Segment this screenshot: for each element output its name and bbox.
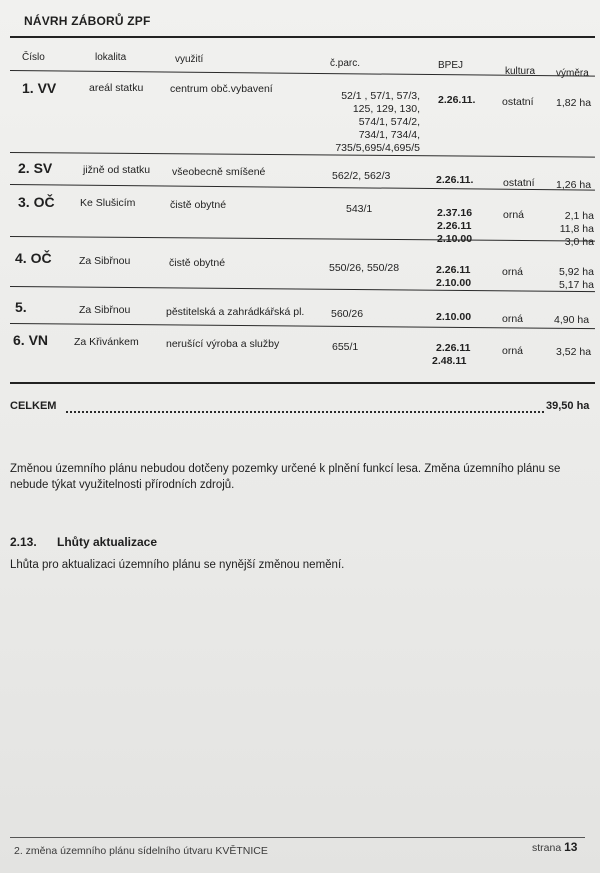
row-4-parc: 550/26, 550/28 bbox=[329, 262, 400, 274]
row-6-lokalita: Za Křivánkem bbox=[74, 336, 139, 348]
row-5-vyuziti: pěstitelská a zahrádkářská pl. bbox=[166, 306, 305, 318]
row-4-vyuziti: čistě obytné bbox=[169, 257, 226, 269]
row-5-kultura: orná bbox=[502, 313, 524, 325]
footer-document-name: 2. změna územního plánu sídelního útvaru KVĚTNICE bbox=[14, 845, 268, 857]
row-2-vyuziti: všeobecně smíšené bbox=[172, 166, 266, 178]
row-2-lokalita: jižně od statku bbox=[83, 164, 151, 176]
row-1-lokalita: areál statku bbox=[89, 82, 144, 94]
section-text: Lhůta pro aktualizaci územního plánu se nynější změnou nemění. bbox=[10, 559, 345, 571]
vymera-line: 2,1 ha bbox=[564, 210, 594, 222]
row-2-vymera: 1,26 ha bbox=[556, 179, 592, 191]
table-title: NÁVRH ZÁBORŮ ZPF bbox=[24, 14, 151, 28]
parc-line: 574/1, 574/2, bbox=[358, 116, 420, 128]
total-label: CELKEM bbox=[10, 400, 57, 412]
bpej-line: 2.10.00 bbox=[437, 233, 473, 245]
row-4-lokalita: Za Sibřnou bbox=[79, 255, 131, 267]
title-rule bbox=[10, 36, 595, 38]
row-5-bpej: 2.10.00 bbox=[436, 311, 472, 323]
row-1-vyuziti: centrum obč.vybavení bbox=[170, 83, 273, 95]
row-rule bbox=[10, 152, 595, 158]
row-2-bpej: 2.26.11. bbox=[436, 174, 474, 186]
row-3-parc: 543/1 bbox=[346, 203, 373, 215]
parc-line: 125, 129, 130, bbox=[352, 103, 420, 115]
header-vyuziti: využití bbox=[175, 54, 204, 65]
footer-rule bbox=[10, 837, 585, 838]
vymera-line: 3,0 ha bbox=[564, 236, 594, 248]
table-bottom-rule bbox=[10, 382, 595, 384]
total-value: 39,50 ha bbox=[546, 400, 590, 412]
row-2-id: 2. SV bbox=[18, 160, 53, 176]
bpej-line: 2.26.11 bbox=[436, 264, 471, 276]
row-rule bbox=[10, 236, 595, 242]
row-4-vymera bbox=[540, 266, 594, 292]
row-1-kultura: ostatní bbox=[502, 96, 534, 108]
row-3-vymera bbox=[544, 210, 594, 249]
header-kultura: kultura bbox=[505, 66, 536, 77]
row-5-lokalita: Za Sibřnou bbox=[79, 304, 131, 316]
row-6-vyuziti: nerušící výroba a služby bbox=[166, 338, 280, 350]
bpej-line: 2.37.16 bbox=[437, 207, 473, 219]
row-4-kultura: orná bbox=[502, 266, 524, 278]
row-1-bpej: 2.26.11. bbox=[438, 94, 476, 106]
row-3-id: 3. OČ bbox=[18, 194, 55, 210]
header-vymera: výměra bbox=[556, 68, 589, 79]
vymera-line: 5,92 ha bbox=[558, 266, 594, 278]
row-6-vymera: 3,52 ha bbox=[556, 346, 592, 358]
row-1-vymera: 1,82 ha bbox=[556, 97, 592, 109]
row-5-id: 5. bbox=[15, 299, 27, 315]
row-6-kultura: orná bbox=[502, 345, 524, 357]
bpej-line: 2.26.11 bbox=[437, 220, 472, 232]
bpej-line: 2.10.00 bbox=[436, 277, 472, 289]
section-number: 2.13. bbox=[10, 535, 37, 549]
parc-line: 734/1, 734/4, bbox=[358, 129, 420, 141]
vymera-line: 11,8 ha bbox=[559, 223, 594, 235]
row-6-bpej bbox=[432, 342, 470, 368]
section-title: Lhůty aktualizace bbox=[57, 535, 158, 549]
parc-line: 735/5,695/4,695/5 bbox=[335, 142, 420, 154]
header-parc: č.parc. bbox=[330, 58, 361, 69]
forest-paragraph: Změnou územního plánu nebudou dotčeny pozemky určené k plnění funkcí lesa. Změna územního plánu se nebude týkat využitelnosti přírodních zdrojů. bbox=[10, 463, 561, 491]
row-6-parc: 655/1 bbox=[332, 341, 359, 353]
parc-line: 52/1 , 57/1, 57/3, bbox=[341, 90, 420, 102]
row-6-id: 6. VN bbox=[13, 332, 49, 348]
row-2-parc: 562/2, 562/3 bbox=[332, 170, 391, 182]
header-bpej: BPEJ bbox=[438, 60, 464, 71]
row-1-id: 1. VV bbox=[22, 80, 57, 96]
vymera-line: 5,17 ha bbox=[558, 279, 594, 291]
total-leader-dots bbox=[66, 400, 544, 413]
row-3-kultura: orná bbox=[503, 209, 525, 221]
row-4-bpej bbox=[436, 264, 471, 290]
row-1-parc bbox=[320, 90, 420, 155]
page-label: strana bbox=[532, 842, 562, 854]
row-3-lokalita: Ke Slušicím bbox=[80, 197, 136, 209]
row-2-kultura: ostatní bbox=[503, 177, 535, 189]
row-5-parc: 560/26 bbox=[331, 308, 364, 320]
row-4-id: 4. OČ bbox=[15, 250, 52, 266]
row-5-vymera: 4,90 ha bbox=[554, 314, 590, 326]
bpej-line: 2.26.11 bbox=[436, 342, 471, 354]
footer-page bbox=[532, 840, 577, 854]
row-3-vyuziti: čistě obytné bbox=[170, 199, 227, 211]
bpej-line: 2.48.11 bbox=[432, 355, 467, 367]
header-cislo: Číslo bbox=[22, 52, 45, 63]
header-lokalita: lokalita bbox=[95, 52, 127, 63]
page-number: 13 bbox=[564, 840, 578, 854]
row-rule bbox=[10, 286, 595, 292]
